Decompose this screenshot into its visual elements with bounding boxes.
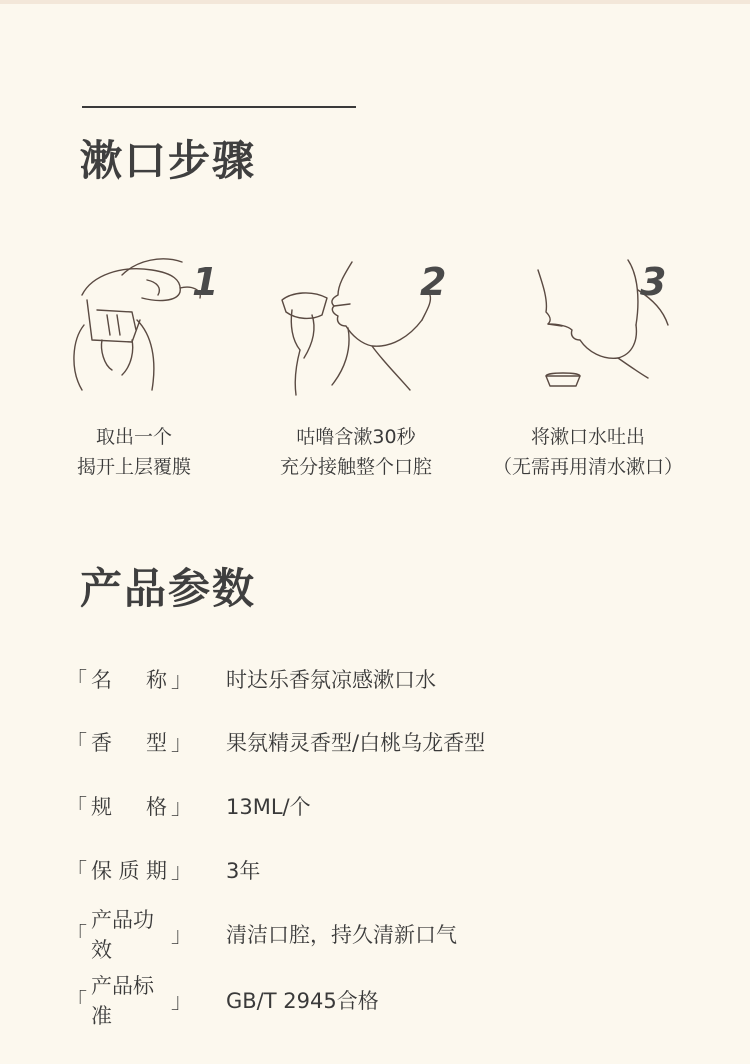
param-row-standard <box>66 974 379 1028</box>
param-row-efficacy <box>66 908 457 962</box>
param-value: 果氛精灵香型/白桃乌龙香型 <box>226 731 486 755</box>
step-2-number: 2 <box>420 260 447 304</box>
label-char: 质 <box>118 859 140 883</box>
label-char: 称 <box>146 668 167 692</box>
bracket-close: 」 <box>171 795 192 819</box>
param-label <box>66 664 192 694</box>
step-3-number: 3 <box>640 260 667 304</box>
param-label <box>66 791 192 821</box>
bracket-close: 」 <box>171 989 192 1013</box>
step-1-number: 1 <box>192 260 219 304</box>
bracket-open: 「 <box>66 989 87 1013</box>
param-label <box>66 855 192 885</box>
step-2-illustration <box>272 240 472 400</box>
params-title: 产品参数 <box>80 564 257 613</box>
label-char: 保 <box>91 859 112 883</box>
step-2-caption <box>236 422 476 482</box>
param-label <box>66 904 192 964</box>
param-row-shelf-life <box>66 853 260 887</box>
param-row-spec <box>66 789 311 823</box>
bracket-open: 「 <box>66 859 87 883</box>
label-text: 产品标准 <box>91 974 154 1028</box>
param-row-name <box>66 662 436 696</box>
bracket-close: 」 <box>171 668 192 692</box>
param-value: 清洁口腔，持久清新口气 <box>226 923 457 947</box>
param-label <box>66 970 192 1030</box>
bracket-open: 「 <box>66 795 87 819</box>
label-char: 规 <box>91 795 112 819</box>
step-1-illustration <box>62 240 262 400</box>
bracket-close: 」 <box>171 923 192 947</box>
label-char: 香 <box>91 731 112 755</box>
label-char: 名 <box>91 668 112 692</box>
param-value: 13ML/个 <box>226 795 311 819</box>
label-char: 格 <box>146 795 167 819</box>
label-char: 期 <box>146 859 167 883</box>
bracket-open: 「 <box>66 923 87 947</box>
top-strip <box>0 0 750 4</box>
section-divider <box>82 106 356 108</box>
step-1-caption <box>14 422 254 482</box>
label-char: 型 <box>146 731 167 755</box>
step-1-line-1: 取出一个 <box>95 426 172 448</box>
bracket-close: 」 <box>171 731 192 755</box>
steps-title: 漱口步骤 <box>80 136 257 185</box>
step-2-line-1: 咕噜含漱30秒 <box>296 426 416 448</box>
step-3-line-1: 将漱口水吐出 <box>530 426 645 448</box>
bracket-close: 」 <box>171 859 192 883</box>
param-row-fragrance <box>66 725 485 759</box>
param-label <box>66 727 192 757</box>
step-3-illustration <box>488 240 688 400</box>
bracket-open: 「 <box>66 668 87 692</box>
step-2-line-2: 充分接触整个口腔 <box>279 456 432 478</box>
bracket-open: 「 <box>66 731 87 755</box>
step-3-caption <box>468 422 708 482</box>
step-3-line-2: （无需再用清水漱口） <box>492 456 683 478</box>
step-1-line-2: 揭开上层覆膜 <box>76 456 191 478</box>
param-value: GB/T 2945合格 <box>226 989 379 1013</box>
label-text: 产品功效 <box>91 908 154 962</box>
param-value: 3年 <box>226 859 261 883</box>
param-value: 时达乐香氛凉感漱口水 <box>226 668 436 692</box>
